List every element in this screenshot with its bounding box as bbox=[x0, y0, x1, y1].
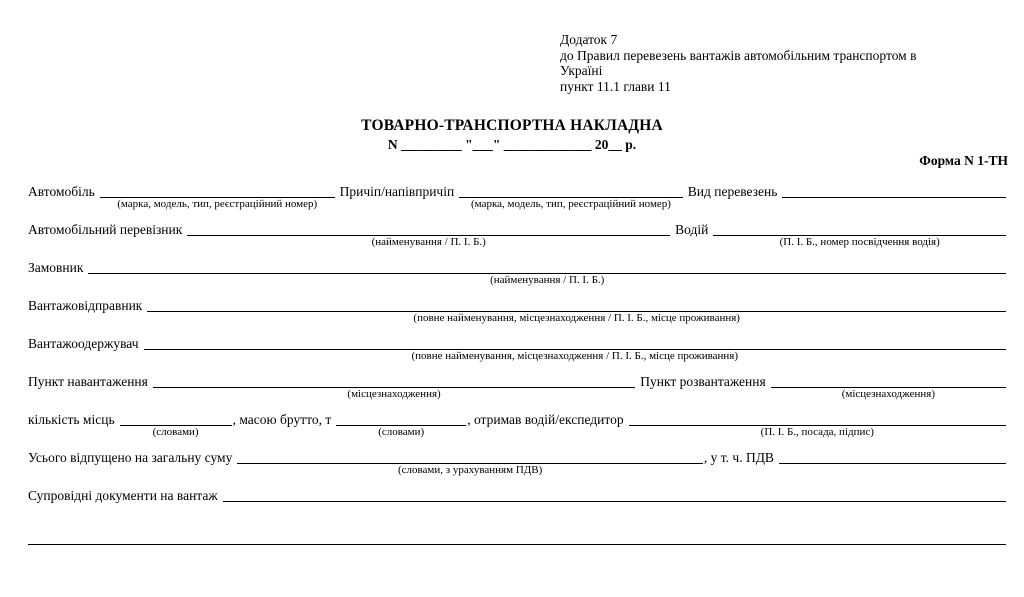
loading-point-input-line[interactable] bbox=[153, 374, 635, 388]
transport-type-field bbox=[782, 184, 1006, 198]
consignor-label: Вантажовідправник bbox=[28, 298, 143, 313]
document-title: ТОВАРНО-ТРАНСПОРТНА НАКЛАДНА bbox=[361, 117, 663, 134]
loading-points-row bbox=[28, 374, 1006, 401]
vehicle-input-line[interactable] bbox=[100, 184, 335, 198]
transport-type-label: Вид перевезень bbox=[687, 184, 778, 199]
vehicle-field bbox=[100, 184, 335, 211]
driver-field bbox=[713, 222, 1006, 249]
gross-weight-label: , масою брутто, т bbox=[232, 412, 332, 427]
received-by-field bbox=[629, 412, 1006, 439]
places-count-label: кількість місць bbox=[28, 412, 115, 427]
places-count-input-line[interactable] bbox=[120, 412, 232, 426]
unloading-point-hint: (місцезнаходження) bbox=[841, 388, 935, 400]
accompanying-docs-label: Супровідні документи на вантаж bbox=[28, 488, 218, 503]
carrier-label: Автомобільний перевізник bbox=[28, 222, 183, 237]
driver-label: Водій bbox=[675, 222, 709, 237]
vehicle-hint: (марка, модель, тип, реєстраційний номер) bbox=[117, 198, 318, 210]
total-amount-row bbox=[28, 450, 1006, 477]
customer-input-line[interactable] bbox=[88, 260, 1006, 274]
vehicle-label: Автомобіль bbox=[28, 184, 95, 199]
accompanying-docs-input-line[interactable] bbox=[223, 488, 1006, 502]
gross-weight-hint: (словами) bbox=[378, 426, 425, 438]
customer-hint: (найменування / П. І. Б.) bbox=[490, 274, 605, 286]
received-by-label: , отримав водій/експедитор bbox=[467, 412, 624, 427]
total-amount-input-line[interactable] bbox=[237, 450, 703, 464]
received-by-hint: (П. І. Б., посада, підпис) bbox=[760, 426, 874, 438]
trailer-hint: (марка, модель, тип, реєстраційний номер) bbox=[471, 198, 671, 210]
unloading-point-field bbox=[771, 374, 1006, 401]
appendix-line: пункт 11.1 глави 11 bbox=[560, 78, 671, 94]
driver-input-line[interactable] bbox=[713, 222, 1006, 236]
appendix-line: до Правил перевезень вантажів автомобільним транспортом в bbox=[560, 47, 917, 63]
trailer-label: Причіп/напівпричіп bbox=[339, 184, 455, 199]
carrier-hint: (найменування / П. І. Б.) bbox=[371, 236, 486, 248]
trailer-input-line[interactable] bbox=[459, 184, 683, 198]
consignee-row bbox=[28, 336, 1006, 363]
document-number-line: N _________ "___" _____________ 20__ р. bbox=[387, 137, 637, 152]
consignee-field bbox=[144, 336, 1006, 363]
carrier-row bbox=[28, 222, 1006, 249]
customer-row bbox=[28, 260, 1006, 287]
vehicle-row bbox=[28, 184, 1006, 211]
total-amount-label: Усього відпущено на загальну суму bbox=[28, 450, 233, 465]
places-count-field bbox=[120, 412, 232, 439]
customer-field bbox=[88, 260, 1006, 287]
transport-type-input-line[interactable] bbox=[782, 184, 1006, 198]
carrier-input-line[interactable] bbox=[187, 222, 670, 236]
unloading-point-input-line[interactable] bbox=[771, 374, 1006, 388]
form-body bbox=[28, 184, 1006, 545]
received-by-input-line[interactable] bbox=[629, 412, 1006, 426]
form-code-label: Форма N 1-ТН bbox=[919, 153, 1008, 168]
loading-point-field bbox=[153, 374, 635, 401]
customer-label: Замовник bbox=[28, 260, 84, 275]
consignor-field bbox=[147, 298, 1006, 325]
unloading-point-label: Пункт розвантаження bbox=[640, 374, 766, 389]
loading-point-hint: (місцезнаходження) bbox=[347, 388, 441, 400]
gross-weight-input-line[interactable] bbox=[336, 412, 466, 426]
gross-weight-field bbox=[336, 412, 466, 439]
total-amount-hint: (словами, з урахуванням ПДВ) bbox=[397, 464, 543, 476]
driver-hint: (П. І. Б., номер посвідчення водія) bbox=[779, 236, 940, 248]
consignee-label: Вантажоодержувач bbox=[28, 336, 139, 351]
vat-input-line[interactable] bbox=[779, 450, 1006, 464]
consignee-input-line[interactable] bbox=[144, 336, 1006, 350]
places-count-hint: (словами) bbox=[152, 426, 199, 438]
accompanying-docs-row bbox=[28, 488, 1006, 515]
accompanying-docs-field bbox=[223, 488, 1006, 502]
carrier-field bbox=[187, 222, 670, 249]
consignee-hint: (повне найменування, місцезнаходження / П. І. Б., місце проживання) bbox=[411, 350, 739, 362]
trailer-field bbox=[459, 184, 683, 211]
vat-label: , у т. ч. ПДВ bbox=[703, 450, 774, 465]
appendix-line: Додаток 7 bbox=[560, 32, 618, 47]
total-amount-field bbox=[237, 450, 703, 477]
accompanying-docs-continuation-line[interactable] bbox=[28, 531, 1006, 545]
appendix-note bbox=[560, 32, 1012, 94]
consignor-row bbox=[28, 298, 1006, 325]
vat-field bbox=[779, 450, 1006, 464]
consignor-hint: (повне найменування, місцезнаходження / П. І. Б., місце проживання) bbox=[413, 312, 740, 324]
cargo-quantity-row bbox=[28, 412, 1006, 439]
loading-point-label: Пункт навантаження bbox=[28, 374, 148, 389]
appendix-line: Україні bbox=[560, 63, 603, 78]
consignor-input-line[interactable] bbox=[147, 298, 1006, 312]
